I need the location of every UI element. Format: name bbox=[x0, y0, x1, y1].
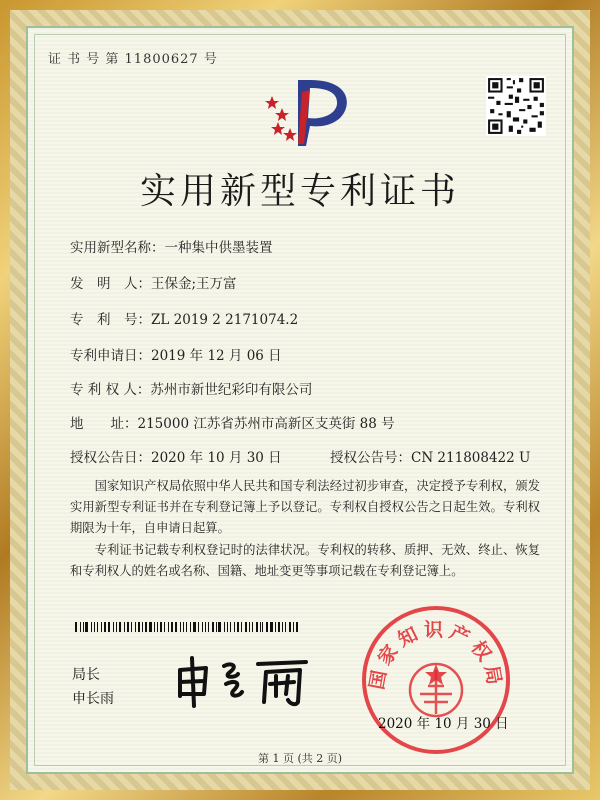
barcode-stripe bbox=[149, 622, 152, 632]
barcode-stripe bbox=[113, 622, 114, 632]
barcode-stripe bbox=[160, 622, 162, 632]
barcode-stripe bbox=[94, 622, 96, 632]
barcode-stripe bbox=[183, 622, 184, 632]
barcode-stripe bbox=[296, 622, 298, 632]
barcode-stripe bbox=[227, 622, 228, 632]
barcode-stripe bbox=[108, 622, 111, 632]
cnipa-logo-icon bbox=[258, 72, 358, 152]
barcode bbox=[75, 622, 300, 632]
qr-code-icon bbox=[486, 76, 546, 136]
field-owner-label: 专 利 权 人： bbox=[70, 382, 151, 398]
field-patent-number-label: 专 利 号： bbox=[70, 312, 151, 328]
barcode-stripe bbox=[289, 622, 292, 632]
field-patent-number bbox=[70, 308, 298, 328]
barcode-stripe bbox=[85, 622, 88, 632]
barcode-stripe bbox=[190, 622, 191, 632]
barcode-stripe bbox=[80, 622, 81, 632]
barcode-stripe bbox=[97, 622, 98, 632]
field-filing-date-value: 2019 年 12 月 06 日 bbox=[151, 348, 282, 364]
handwritten-signature-icon bbox=[172, 652, 312, 710]
field-grant-number-value: CN 211808422 U bbox=[411, 450, 531, 466]
seal-text: 国家知识产权局 bbox=[365, 619, 507, 692]
field-grant-date-value: 2020 年 10 月 30 日 bbox=[151, 450, 282, 466]
barcode-stripe bbox=[234, 622, 235, 632]
signature-title: 局长 bbox=[72, 667, 100, 683]
field-inventor bbox=[70, 272, 237, 292]
barcode-stripe bbox=[218, 622, 221, 632]
field-grant-number bbox=[330, 446, 530, 466]
barcode-stripe bbox=[168, 622, 169, 632]
field-address bbox=[70, 412, 395, 432]
field-name-label: 实用新型名称： bbox=[70, 240, 165, 256]
barcode-stripe bbox=[127, 622, 130, 632]
signature-name: 申长雨 bbox=[72, 691, 114, 707]
field-grant-number-label: 授权公告号： bbox=[330, 450, 411, 466]
barcode-stripe bbox=[180, 622, 181, 632]
barcode-stripe bbox=[83, 622, 84, 632]
barcode-stripe bbox=[249, 622, 250, 632]
field-patent-number-value: ZL 2019 2 2171074.2 bbox=[151, 312, 299, 328]
barcode-stripe bbox=[237, 622, 239, 632]
barcode-stripe bbox=[270, 622, 273, 632]
barcode-stripe bbox=[293, 622, 294, 632]
barcode-stripe bbox=[202, 622, 204, 632]
field-inventor-value: 王保金;王万富 bbox=[151, 276, 237, 292]
field-filing-date-label: 专利申请日： bbox=[70, 348, 151, 364]
certificate-number: 证 书 号 第 11800627 号 bbox=[48, 52, 218, 67]
barcode-stripe bbox=[212, 622, 214, 632]
field-address-value: 215000 江苏省苏州市高新区支英街 88 号 bbox=[137, 416, 395, 432]
field-name-value: 一种集中供墨装置 bbox=[164, 240, 273, 256]
barcode-stripe bbox=[230, 622, 232, 632]
page-title: 实用新型专利证书 bbox=[139, 171, 460, 212]
field-grant-date bbox=[70, 446, 282, 466]
body-paragraph-1: 国家知识产权局依照中华人民共和国专利法经过初步审查，决定授予专利权，颁发实用新型专利证书并在专利登记簿上予以登记。专利权自授权公告之日起生效。专利权期限为十年，自申请日起算。 bbox=[70, 479, 540, 535]
barcode-stripe bbox=[154, 622, 155, 632]
barcode-stripe bbox=[138, 622, 140, 632]
barcode-stripe bbox=[262, 622, 263, 632]
barcode-stripe bbox=[208, 622, 209, 632]
barcode-stripe bbox=[145, 622, 147, 632]
barcode-stripe bbox=[175, 622, 177, 632]
official-seal-icon bbox=[358, 602, 514, 758]
field-name bbox=[70, 236, 273, 256]
barcode-stripe bbox=[124, 622, 125, 632]
page-number: 第 1 页 (共 2 页) bbox=[257, 752, 343, 765]
barcode-stripe bbox=[205, 622, 206, 632]
barcode-stripe bbox=[224, 622, 225, 632]
barcode-stripe bbox=[266, 622, 268, 632]
barcode-stripe bbox=[198, 622, 199, 632]
barcode-stripe bbox=[278, 622, 280, 632]
barcode-stripe bbox=[193, 622, 196, 632]
barcode-stripe bbox=[245, 622, 248, 632]
field-filing-date bbox=[70, 344, 282, 364]
field-inventor-label: 发 明 人： bbox=[70, 276, 151, 292]
barcode-stripe bbox=[104, 622, 106, 632]
barcode-stripe bbox=[91, 622, 92, 632]
barcode-stripe bbox=[241, 622, 242, 632]
field-owner-value: 苏州市新世纪彩印有限公司 bbox=[150, 382, 313, 398]
barcode-stripe bbox=[101, 622, 102, 632]
barcode-stripe bbox=[285, 622, 286, 632]
barcode-stripe bbox=[256, 622, 258, 632]
barcode-stripe bbox=[142, 622, 143, 632]
barcode-stripe bbox=[75, 622, 77, 632]
barcode-stripe bbox=[216, 622, 217, 632]
field-address-label: 地 址： bbox=[70, 416, 138, 432]
barcode-stripe bbox=[119, 622, 121, 632]
barcode-stripe bbox=[135, 622, 136, 632]
body-paragraph-2: 专利证书记载专利权登记时的法律状况。专利权的转移、质押、无效、终止、恢复和专利权人的姓名或名称、国籍、地址变更等事项记载在专利登记簿上。 bbox=[70, 543, 540, 578]
barcode-stripe bbox=[131, 622, 132, 632]
barcode-stripe bbox=[171, 622, 174, 632]
barcode-stripe bbox=[157, 622, 158, 632]
barcode-stripe bbox=[260, 622, 261, 632]
seal-date: 2020 年 10 月 30 日 bbox=[378, 716, 509, 732]
barcode-stripe bbox=[186, 622, 188, 632]
barcode-stripe bbox=[164, 622, 165, 632]
barcode-stripe bbox=[275, 622, 276, 632]
field-grant-date-label: 授权公告日： bbox=[70, 450, 151, 466]
field-owner bbox=[70, 378, 312, 398]
barcode-stripe bbox=[252, 622, 253, 632]
barcode-stripe bbox=[282, 622, 283, 632]
barcode-stripe bbox=[116, 622, 117, 632]
